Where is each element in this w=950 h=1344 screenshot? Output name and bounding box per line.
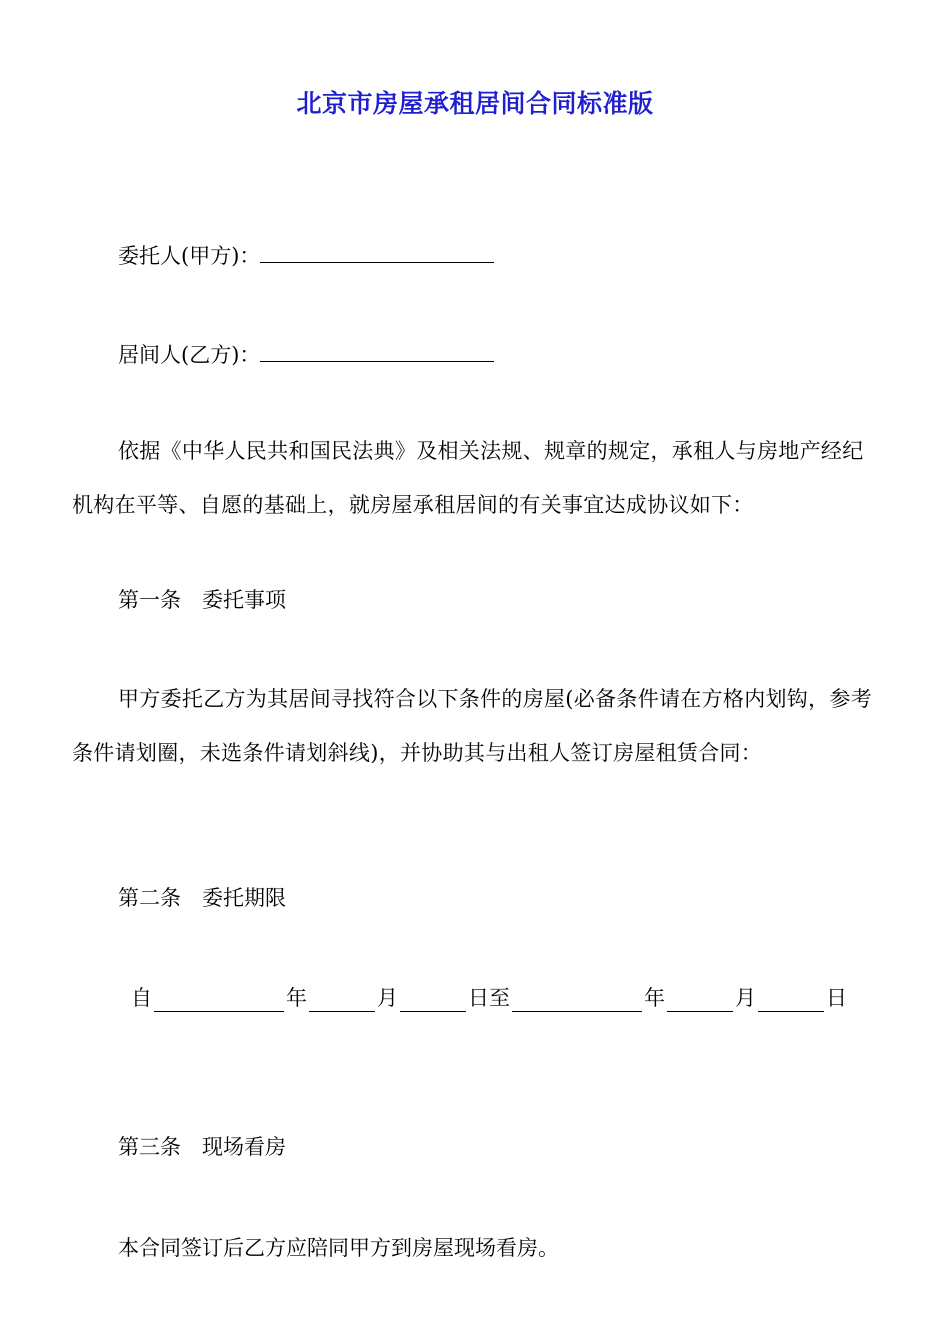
year-1-text: 年 [286, 986, 307, 1010]
party-a-blank[interactable] [260, 240, 494, 263]
party-a-label: 委托人(甲方)： [118, 244, 261, 268]
article1-body: 甲方委托乙方为其居间寻找符合以下条件的房屋(必备条件请在方格内划钩，参考条件请划圈，未选条件请划斜线)，并协助其与出租人签订房屋租赁合同： [72, 687, 872, 765]
article2-heading: 第二条 委托期限 [118, 886, 286, 910]
article1-heading: 第一条 委托事项 [118, 588, 286, 612]
start-year-blank[interactable] [154, 989, 284, 1012]
party-b-line [118, 339, 494, 369]
party-a-line [118, 240, 494, 270]
day-2-text: 日 [826, 986, 847, 1010]
intro-paragraph: 依据《中华人民共和国民法典》及相关法规、规章的规定，承租人与房地产经纪机构在平等、自愿的基础上，就房屋承租居间的有关事宜达成协议如下： [72, 439, 864, 517]
year-2-text: 年 [644, 986, 665, 1010]
end-month-blank[interactable] [667, 989, 733, 1012]
party-b-label: 居间人(乙方)： [118, 343, 261, 367]
document-title: 北京市房屋承租居间合同标准版 [296, 89, 654, 118]
month-1-text: 月 [377, 986, 398, 1010]
term-date-line [131, 984, 879, 1012]
month-2-text: 月 [735, 986, 756, 1010]
article3-heading: 第三条 现场看房 [118, 1135, 286, 1159]
date-from-text: 自 [131, 986, 152, 1010]
day-to-text: 日至 [468, 986, 510, 1010]
article3-body: 本合同签订后乙方应陪同甲方到房屋现场看房。 [118, 1236, 559, 1260]
end-year-blank[interactable] [512, 989, 642, 1012]
end-day-blank[interactable] [758, 989, 824, 1012]
party-b-blank[interactable] [260, 339, 494, 362]
start-month-blank[interactable] [309, 989, 375, 1012]
start-day-blank[interactable] [400, 989, 466, 1012]
